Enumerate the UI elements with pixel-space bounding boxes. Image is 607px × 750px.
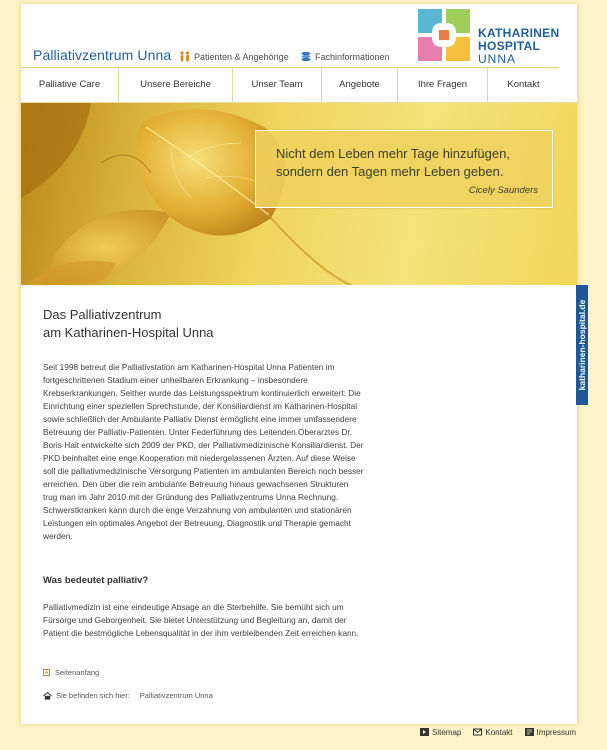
- text-line: Schwerstkranken kann durch die enge Verzahnung von ambulanten und stationären: [43, 505, 352, 515]
- logo-mark-icon: [416, 7, 472, 63]
- breadcrumb-label: Sie befinden sich hier:: [56, 691, 130, 700]
- sitemap-icon: [420, 728, 429, 736]
- quote-line-2: sondern den Tagen mehr Leben geben.: [276, 164, 504, 179]
- main-content: [43, 306, 403, 638]
- fachinfo-link[interactable]: [300, 51, 390, 62]
- impressum-label: Impressum: [536, 727, 577, 737]
- stack-icon: [300, 51, 312, 62]
- text-line: Fürsorge und Geborgenheit. Sie bietet Unterstützung und Begleitung an, damit der: [43, 615, 347, 625]
- text-line: werden.: [43, 531, 73, 541]
- nav-item-ihre-fragen[interactable]: Ihre Fragen: [398, 68, 488, 102]
- nav-item-unsere-bereiche[interactable]: Unsere Bereiche: [119, 68, 233, 102]
- text-line: Einrichtung einer speziellen Sprechstunde, der Konsiliardienst im Katharinen-Hospital: [43, 401, 358, 411]
- logo-line-3: UNNA: [478, 52, 517, 66]
- people-icon: [179, 51, 191, 62]
- text-line: trug man im Jahr 2010 mit der Gründung des Palliativzentrums Unna Rechnung.: [43, 492, 339, 502]
- quote-text: [276, 145, 546, 181]
- side-tab-label: katharinen-hospital.de: [577, 299, 587, 391]
- back-to-top-label: Seitenanfang: [55, 668, 100, 677]
- page-container: [20, 4, 578, 724]
- text-line: erreichen. Den über die rein ambulante Betreuung hinaus gewachsenen Strukturen: [43, 479, 349, 489]
- text-line: Seit 1998 betreut die Palliativstation am Katharinen-Hospital Unna Patienten im: [43, 362, 335, 372]
- nav-item-palliative-care[interactable]: Palliative Care: [21, 68, 119, 102]
- site-title[interactable]: Palliativzentrum Unna: [33, 47, 172, 63]
- fachinfo-link-label: Fachinformationen: [315, 51, 390, 62]
- footer-contact-label: Kontakt: [485, 727, 513, 737]
- patients-link-label: Patienten & Angehörige: [194, 51, 289, 62]
- impressum-link[interactable]: [525, 728, 577, 737]
- text-line: Betreuung der Palliativ-Patienten. Unter Federführung des Leitenden Oberarztes Dr.: [43, 427, 353, 437]
- logo-line-1: KATHARINEN: [478, 26, 560, 40]
- quote-line-1: Nicht dem Leben mehr Tage hinzufügen,: [276, 146, 510, 161]
- footer: [420, 725, 576, 739]
- breadcrumb-current[interactable]: Palliativzentrum Unna: [139, 691, 213, 700]
- text-line: PKD beinhaltet eine enge Kooperation mit niedergelassenen Ärzten. Auf diese Weise: [43, 453, 356, 463]
- footer-contact-link[interactable]: [473, 728, 512, 737]
- section-heading: Was bedeutet palliativ?: [43, 575, 149, 586]
- text-line: Leistungen ein optimales Angebot der Betreuung, Diagnostik und Therapie gemacht: [43, 518, 351, 528]
- text-line: Palliativmedizin ist eine eindeutige Absage an die Sterbehilfe. Sie bemüht sich um: [43, 602, 344, 612]
- patients-link[interactable]: [179, 51, 289, 62]
- intro-paragraph: [43, 361, 403, 543]
- quote-author: Cicely Saunders: [468, 185, 538, 196]
- quote-box: [255, 130, 553, 208]
- main-nav: [21, 68, 559, 102]
- logo-line-2: HOSPITAL: [478, 39, 541, 53]
- definition-paragraph: [43, 601, 403, 640]
- home-icon: [43, 692, 52, 700]
- hospital-logo[interactable]: [416, 7, 576, 65]
- text-line: Krebserkrankungen. Seither wurde das Leistungsspektrum kontinuierlich erweitert: Die: [43, 388, 361, 398]
- text-line: sowie schließlich der Ambulante Palliativ Dienst ermöglicht eine immer umfassendere: [43, 414, 357, 424]
- page-title-line-2: am Katharinen-Hospital Unna: [43, 325, 214, 340]
- text-line: fortgeschrittenen Stadium einer unheilbaren Erkrankung – insbesondere: [43, 375, 308, 385]
- page-title: [43, 306, 403, 342]
- arrow-up-icon: [43, 669, 50, 676]
- side-tab-hospital-link[interactable]: [576, 285, 588, 405]
- nav-item-kontakt[interactable]: Kontakt: [507, 79, 540, 90]
- header: [21, 4, 577, 72]
- text-line: Boris Hait entwickelte sich 2009 der PKD, der Palliativmedizinische Konsiliardienst. Der: [43, 440, 364, 450]
- nav-item-angebote[interactable]: Angebote: [322, 68, 398, 102]
- text-line: soll die palliativmedizinische Versorgung Patienten im ambulanten Bereich noch besser: [43, 466, 364, 476]
- nav-item-unser-team[interactable]: Unser Team: [233, 68, 322, 102]
- back-to-top-link[interactable]: [43, 668, 99, 677]
- document-icon: [525, 728, 534, 736]
- sitemap-link[interactable]: [420, 728, 461, 737]
- hero-banner: [21, 103, 577, 285]
- sitemap-label: Sitemap: [432, 727, 462, 737]
- logo-text: [478, 27, 559, 66]
- page-title-line-1: Das Palliativzentrum: [43, 307, 162, 322]
- breadcrumb: [43, 691, 213, 700]
- text-line: Patient die bestmögliche Lebensqualität in der ihm verbleibenden Zeit erreichen kann.: [43, 628, 359, 638]
- envelope-icon: [473, 728, 482, 736]
